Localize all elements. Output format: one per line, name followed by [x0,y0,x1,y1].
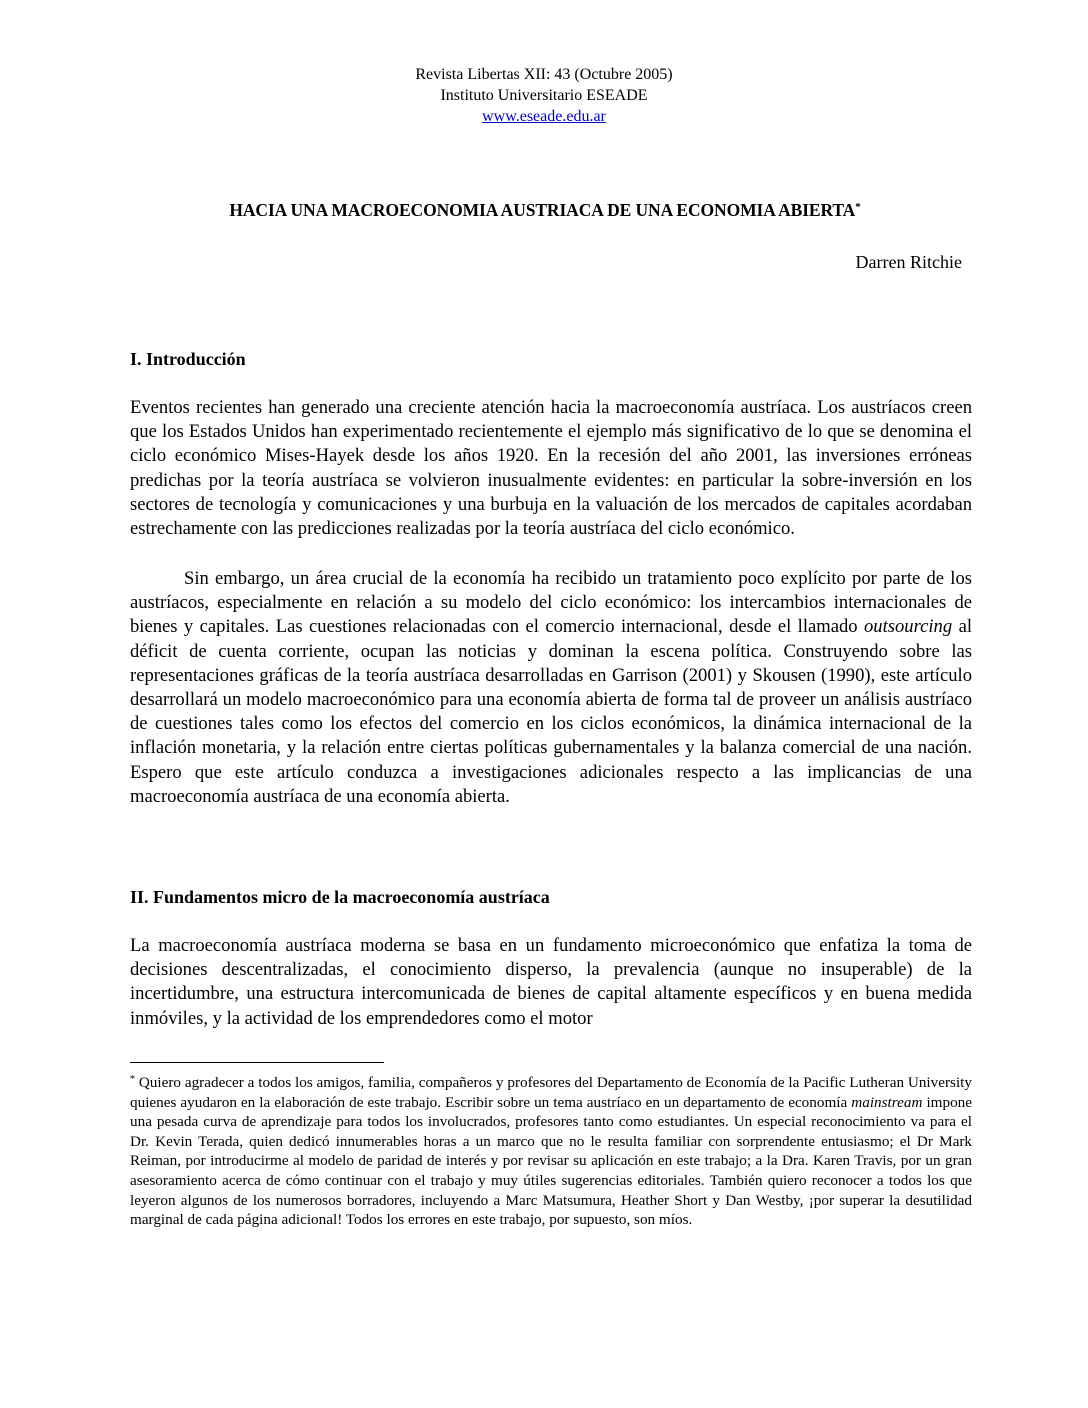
author-name: Darren Ritchie [855,252,962,272]
italic-term-outsourcing: outsourcing [864,616,953,638]
institution-name: Instituto Universitario ESEADE [440,87,648,104]
journal-citation: Revista Libertas XII: 43 (Octubre 2005) [415,66,673,83]
intro-paragraph-2-part-1: Sin embargo, un área crucial de la economía ha recibido un tratamiento poco explícito por parte de los austríacos, especialmente en relación a su modelo del ciclo económico: los intercambios internacionales de bienes y capitales. Las cuestiones relacionadas con el comercio internacional, desde el llamado [130,568,972,638]
italic-term-mainstream: mainstream [851,1093,923,1111]
section-heading-introduction: I. Introducción [130,349,246,369]
title-footnote-marker[interactable]: * [855,201,861,213]
footnote-part-1: Quiero agradecer a todos los amigos, familia, compañeros y profesores del Departamento de Economía de la Pacific Lutheran University quienes ayudaron en la elaboración de este trabajo. Escribir sobre un tema austríaco en un departamento de economía [130,1074,972,1111]
intro-paragraph-2 [130,567,972,809]
journal-header [0,64,1088,127]
intro-paragraph-2-part-2: al déficit de cuenta corriente, ocupan las noticias y dominan la escena política. Construyendo sobre las representaciones gráficas de la teoría austríaca desarrolladas en Garrison (2001) y Skousen (1990), este artículo desarrollará un modelo macroeconómico para una economía abierta de forma tal de proveer un análisis austríaco de cuestiones tales como los efectos del comercio en los ciclos económicos, la dinámica internacional de la inflación monetaria, y la relación entre ciertas políticas gubernamentales y la balanza comercial de una nación. Espero que este artículo conduzca a investigaciones adicionales respecto a las implicancias de una macroeconomía austríaca de una economía abierta. [130,616,972,807]
institution-link[interactable]: www.eseade.edu.ar [482,108,606,125]
footnote-divider [130,1062,384,1063]
footnote-marker: * [130,1074,135,1085]
section-heading-fundamentos: II. Fundamentos micro de la macroeconomía austríaca [130,887,550,907]
footnote [130,1070,972,1230]
fundamentos-paragraph-1: La macroeconomía austríaca moderna se basa en un fundamento microeconómico que enfatiza la toma de decisiones descentralizadas, el conocimiento disperso, la prevalencia (aunque no insuperable) de la incertidumbre, una estructura intercomunicada de bienes de capital altamente específicos y en buena medida inmóviles, y la actividad de los emprendedores como el motor [130,935,972,1029]
article-title-text: HACIA UNA MACROECONOMIA AUSTRIACA DE UNA ECONOMIA ABIERTA [229,200,856,220]
article-title [130,200,960,221]
footnote-part-2: impone una pesada curva de aprendizaje para todos los involucrados, profesores tanto como estudiantes. Un especial reconocimiento va para el Dr. Kevin Terada, quien dedicó innumerables horas a un marco que no le resulta familiar con sorprendente entusiasmo; el Dr Mark Reiman, por introducirme al modelo de paridad de interés y por revisar su aplicación en este trabajo; a la Dra. Karen Travis, por un gran asesoramiento acerca de cómo continuar con el trabajo y muy útiles sugerencias editoriales. También quiero reconocer a todos los que leyeron algunos de los numerosos borradores, incluyendo a Marc Matsumura, Heather Short y Dan Westby, ¡por superar la desutilidad marginal de cada página adicional! Todos los errores en este trabajo, por supuesto, son míos. [130,1093,972,1229]
intro-paragraph-1: Eventos recientes han generado una creciente atención hacia la macroeconomía austríaca. Los austríacos creen que los Estados Unidos han experimentado recientemente el ejemplo más significativo de lo que se denomina el ciclo económico Mises-Hayek desde los años 1920. En la recesión del año 2001, las inversiones erróneas predichas por la teoría austríaca se volvieron inusualmente evidentes: en particular la sobre-inversión en los sectores de tecnología y comunicaciones y una burbuja en la valuación de los mercados de capitales acordaban estrechamente con las predicciones realizadas por la teoría austríaca del ciclo económico. [130,397,972,540]
